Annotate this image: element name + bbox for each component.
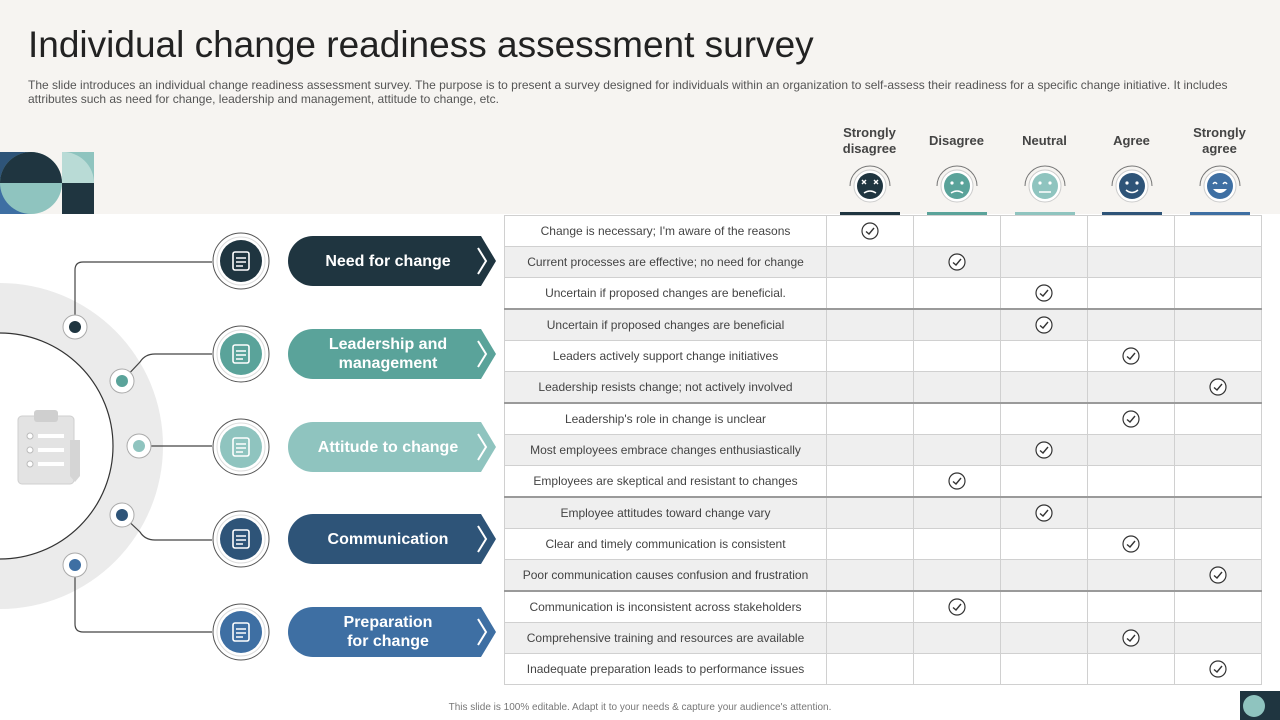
column-header-line1: Neutral xyxy=(1022,133,1067,148)
column-underline xyxy=(1102,212,1162,215)
table-row xyxy=(505,309,1262,341)
page-title: Individual change readiness assessment survey xyxy=(28,24,814,65)
rating-cell xyxy=(1175,216,1262,247)
rating-cell xyxy=(1175,341,1262,372)
rating-cell xyxy=(1001,341,1088,372)
rating-cell xyxy=(914,497,1001,529)
statement-cell: Uncertain if proposed changes are beneficial. xyxy=(505,278,827,310)
table-row xyxy=(505,435,1262,466)
table-row xyxy=(505,403,1262,435)
column-underline xyxy=(840,212,900,215)
category-pill-1 xyxy=(288,329,496,379)
team-gear-icon xyxy=(212,325,270,383)
column-header-line2: disagree xyxy=(842,141,897,156)
rating-cell xyxy=(1001,216,1088,247)
check-circle-icon xyxy=(1209,566,1227,584)
rating-cell xyxy=(914,403,1001,435)
rating-cell xyxy=(827,278,914,310)
table-row xyxy=(505,278,1262,310)
sad-face-icon xyxy=(935,164,979,208)
rating-cell xyxy=(1001,654,1088,685)
rating-cell xyxy=(1175,654,1262,685)
happy-face-icon xyxy=(1198,164,1242,208)
column-underline xyxy=(1190,212,1250,215)
check-circle-icon xyxy=(861,222,879,240)
category-pill-0 xyxy=(288,236,496,286)
rating-cell xyxy=(1001,309,1088,341)
rating-cell xyxy=(1175,403,1262,435)
category-label-line1: Need for change xyxy=(325,252,451,270)
rating-cell xyxy=(827,341,914,372)
rating-cell xyxy=(1175,278,1262,310)
statement-cell: Comprehensive training and resources are available xyxy=(505,623,827,654)
people-cycle-icon xyxy=(212,418,270,476)
rating-cell xyxy=(1001,497,1088,529)
rating-cell xyxy=(1175,466,1262,498)
column-header-0 xyxy=(826,125,913,157)
rating-cell xyxy=(1088,278,1175,310)
rating-cell xyxy=(914,623,1001,654)
rating-cell xyxy=(914,309,1001,341)
rating-cell xyxy=(1175,372,1262,404)
check-circle-icon xyxy=(1122,535,1140,553)
rating-cell xyxy=(1088,654,1175,685)
rating-cell xyxy=(1175,309,1262,341)
column-header-4 xyxy=(1176,125,1263,157)
statement-cell: Clear and timely communication is consistent xyxy=(505,529,827,560)
table-row xyxy=(505,560,1262,592)
rating-cell xyxy=(827,247,914,278)
category-pill-3 xyxy=(288,514,496,564)
rating-cell xyxy=(914,247,1001,278)
neutral-face-icon xyxy=(1023,164,1067,208)
column-header-2 xyxy=(1001,133,1088,149)
rating-cell xyxy=(827,560,914,592)
smile-face-icon xyxy=(1110,164,1154,208)
rating-cell xyxy=(1001,560,1088,592)
column-underline xyxy=(1015,212,1075,215)
table-row xyxy=(505,466,1262,498)
table-row xyxy=(505,216,1262,247)
rating-cell xyxy=(1175,560,1262,592)
category-label xyxy=(288,514,488,564)
table-row xyxy=(505,247,1262,278)
rating-cell xyxy=(827,529,914,560)
category-label-line1: Leadership and xyxy=(328,336,448,353)
rating-cell xyxy=(914,654,1001,685)
statement-cell: Leaders actively support change initiatives xyxy=(505,341,827,372)
rating-cell xyxy=(827,216,914,247)
rating-cell xyxy=(1001,435,1088,466)
column-header-1 xyxy=(913,133,1000,149)
category-label xyxy=(288,607,488,657)
check-circle-icon xyxy=(948,598,966,616)
check-circle-icon xyxy=(1035,441,1053,459)
rating-cell xyxy=(1175,591,1262,623)
footer-note: This slide is 100% editable. Adapt it to your needs & capture your audience's attention. xyxy=(448,702,832,713)
column-header-line1: Strongly xyxy=(1193,125,1246,140)
check-circle-icon xyxy=(1035,316,1053,334)
statement-cell: Inadequate preparation leads to performance issues xyxy=(505,654,827,685)
clipboard-gear-icon xyxy=(212,603,270,661)
rating-cell xyxy=(827,466,914,498)
column-underline xyxy=(927,212,987,215)
rating-cell xyxy=(1175,623,1262,654)
table-row xyxy=(505,654,1262,685)
rating-cell xyxy=(1001,529,1088,560)
check-circle-icon xyxy=(948,253,966,271)
corner-decoration xyxy=(1240,691,1280,720)
table-row xyxy=(505,591,1262,623)
statement-cell: Poor communication causes confusion and frustration xyxy=(505,560,827,592)
check-circle-icon xyxy=(1122,629,1140,647)
rating-cell xyxy=(914,278,1001,310)
clipboard-icon xyxy=(18,410,80,484)
category-label xyxy=(288,422,488,472)
category-label-line2: for change xyxy=(347,633,429,650)
rating-cell xyxy=(827,309,914,341)
table-row xyxy=(505,623,1262,654)
statement-cell: Current processes are effective; no need for change xyxy=(505,247,827,278)
rating-cell xyxy=(1175,497,1262,529)
rating-cell xyxy=(1088,341,1175,372)
statement-cell: Employees are skeptical and resistant to changes xyxy=(505,466,827,498)
statement-cell: Leadership resists change; not actively involved xyxy=(505,372,827,404)
check-circle-icon xyxy=(1209,660,1227,678)
rating-cell xyxy=(827,372,914,404)
table-row xyxy=(505,529,1262,560)
check-circle-icon xyxy=(1209,378,1227,396)
rating-cell xyxy=(914,591,1001,623)
decorative-shapes xyxy=(0,152,94,214)
column-header-line2: agree xyxy=(1202,141,1237,156)
rating-cell xyxy=(1088,560,1175,592)
column-header-line1: Agree xyxy=(1113,133,1150,148)
chat-people-icon xyxy=(212,510,270,568)
table-row xyxy=(505,372,1262,404)
category-label xyxy=(288,329,488,379)
category-pill-2 xyxy=(288,422,496,472)
rating-cell xyxy=(1175,529,1262,560)
rating-cell xyxy=(827,435,914,466)
rating-cell xyxy=(1088,623,1175,654)
rating-cell xyxy=(1175,247,1262,278)
rating-cell xyxy=(914,560,1001,592)
category-label-line1: Preparation xyxy=(343,614,433,631)
statement-cell: Most employees embrace changes enthusiastically xyxy=(505,435,827,466)
page-description: The slide introduces an individual change readiness assessment survey. The purpose is to present a survey designed for individuals within an organization to self-assess their readiness for a specific change initiative. It includes attributes such as need for change, leadership and management, attitude to change, etc. xyxy=(28,78,1228,106)
statement-cell: Employee attitudes toward change vary xyxy=(505,497,827,529)
column-header-line1: Strongly xyxy=(843,125,896,140)
category-label xyxy=(288,236,488,286)
rating-cell xyxy=(1088,529,1175,560)
rating-cell xyxy=(1001,466,1088,498)
rating-cell xyxy=(827,591,914,623)
table-row xyxy=(505,341,1262,372)
rating-cell xyxy=(1175,435,1262,466)
check-circle-icon xyxy=(1035,284,1053,302)
checklist-icon xyxy=(212,232,270,290)
rating-cell xyxy=(1088,497,1175,529)
rating-cell xyxy=(1001,278,1088,310)
check-circle-icon xyxy=(1035,504,1053,522)
check-circle-icon xyxy=(1122,410,1140,428)
rating-cell xyxy=(1001,623,1088,654)
table-row xyxy=(505,497,1262,529)
statement-cell: Change is necessary; I'm aware of the reasons xyxy=(505,216,827,247)
rating-cell xyxy=(1088,403,1175,435)
rating-cell xyxy=(914,529,1001,560)
rating-cell xyxy=(1088,247,1175,278)
rating-cell xyxy=(1088,309,1175,341)
rating-cell xyxy=(827,654,914,685)
check-circle-icon xyxy=(948,472,966,490)
category-label-line2: management xyxy=(338,355,438,372)
rating-cell xyxy=(1088,435,1175,466)
dizzy-face-icon xyxy=(848,164,892,208)
rating-cell xyxy=(1088,372,1175,404)
rating-cell xyxy=(827,497,914,529)
rating-cell xyxy=(1001,372,1088,404)
rating-cell xyxy=(1001,247,1088,278)
statement-cell: Leadership's role in change is unclear xyxy=(505,403,827,435)
statement-cell: Uncertain if proposed changes are beneficial xyxy=(505,309,827,341)
check-circle-icon xyxy=(1122,347,1140,365)
rating-cell xyxy=(914,341,1001,372)
rating-cell xyxy=(914,435,1001,466)
survey-table xyxy=(504,215,1262,685)
rating-cell xyxy=(914,216,1001,247)
column-header-3 xyxy=(1088,133,1175,149)
category-label-line1: Communication xyxy=(327,530,449,548)
rating-cell xyxy=(914,466,1001,498)
rating-cell xyxy=(914,372,1001,404)
category-label-line1: Attitude to change xyxy=(317,438,459,456)
rating-cell xyxy=(827,403,914,435)
rating-cell xyxy=(1001,403,1088,435)
rating-cell xyxy=(1088,591,1175,623)
rating-cell xyxy=(1088,216,1175,247)
rating-cell xyxy=(827,623,914,654)
statement-cell: Communication is inconsistent across stakeholders xyxy=(505,591,827,623)
rating-cell xyxy=(1001,591,1088,623)
rating-cell xyxy=(1088,466,1175,498)
column-header-line1: Disagree xyxy=(929,133,984,148)
category-pill-4 xyxy=(288,607,496,657)
